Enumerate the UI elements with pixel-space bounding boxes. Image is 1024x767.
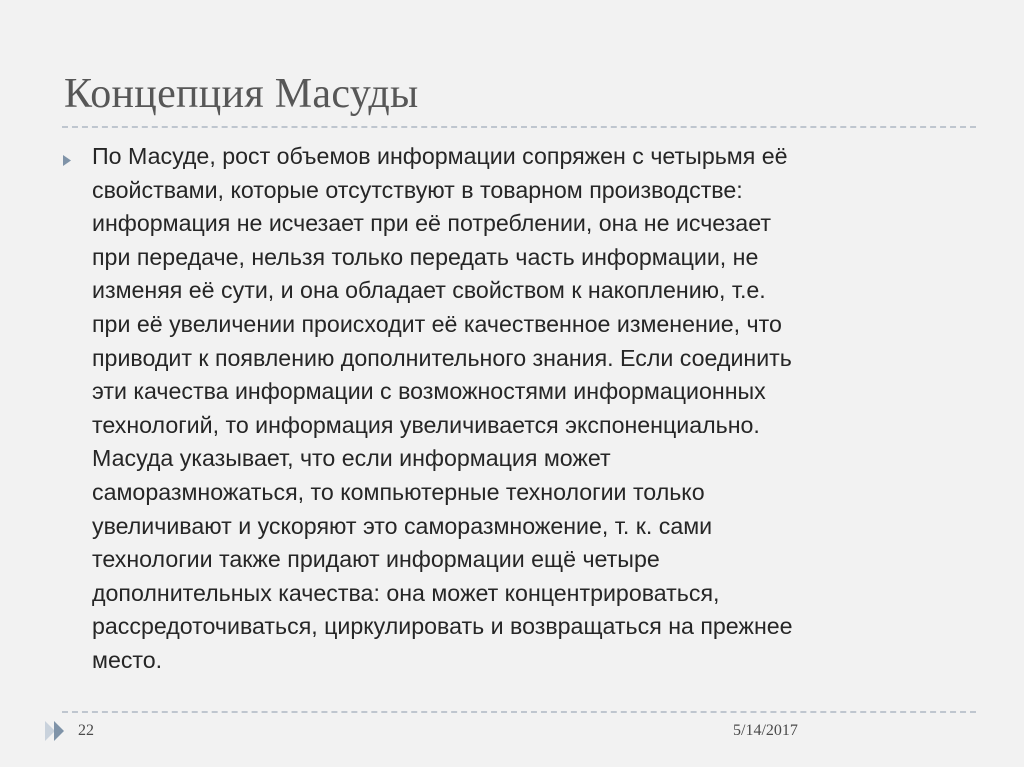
body-line: технологий, то информация увеличивается экспоненциально. [92, 411, 760, 438]
body-line: приводит к появлению дополнительного знания. Если соединить [92, 344, 792, 371]
body-line: дополнительных качества: она может концентрироваться, [92, 579, 720, 606]
double-triangle-icon [44, 719, 70, 748]
body-line: свойствами, которые отсутствуют в товарном производстве: [92, 176, 743, 203]
body-line: технологии также придают информации ещё четыре [92, 546, 660, 573]
body-line: при передаче, нельзя только передать часть информации, не [92, 243, 759, 270]
title-divider [62, 126, 976, 128]
body-line: увеличивают и ускоряют это саморазмножение, т. к. сами [92, 512, 713, 539]
body-line: информация не исчезает при её потреблении, она не исчезает [92, 210, 771, 237]
triangle-bullet-icon [62, 154, 72, 172]
slide-title: Концепция Масуды [64, 71, 419, 117]
body-line: рассредоточиваться, циркулировать и возвращаться на прежнее [92, 613, 793, 640]
body-line: По Масуде, рост объемов информации сопряжен с четырьмя её [92, 143, 788, 169]
body-line: при её увеличении происходит её качественное изменение, что [92, 310, 782, 337]
body-line: эти качества информации с возможностями информационных [92, 378, 766, 405]
body-line: место. [92, 646, 163, 673]
page-number: 22 [78, 722, 94, 739]
slide-date: 5/14/2017 [733, 722, 798, 739]
body-paragraph [92, 140, 982, 678]
body-line: саморазмножаться, то компьютерные технологии только [92, 478, 705, 505]
body-line: Масуда указывает, что если информация может [92, 445, 611, 472]
footer-divider [62, 711, 976, 713]
body-line: изменяя её сути, и она обладает свойством к накоплению, т.е. [92, 277, 766, 304]
